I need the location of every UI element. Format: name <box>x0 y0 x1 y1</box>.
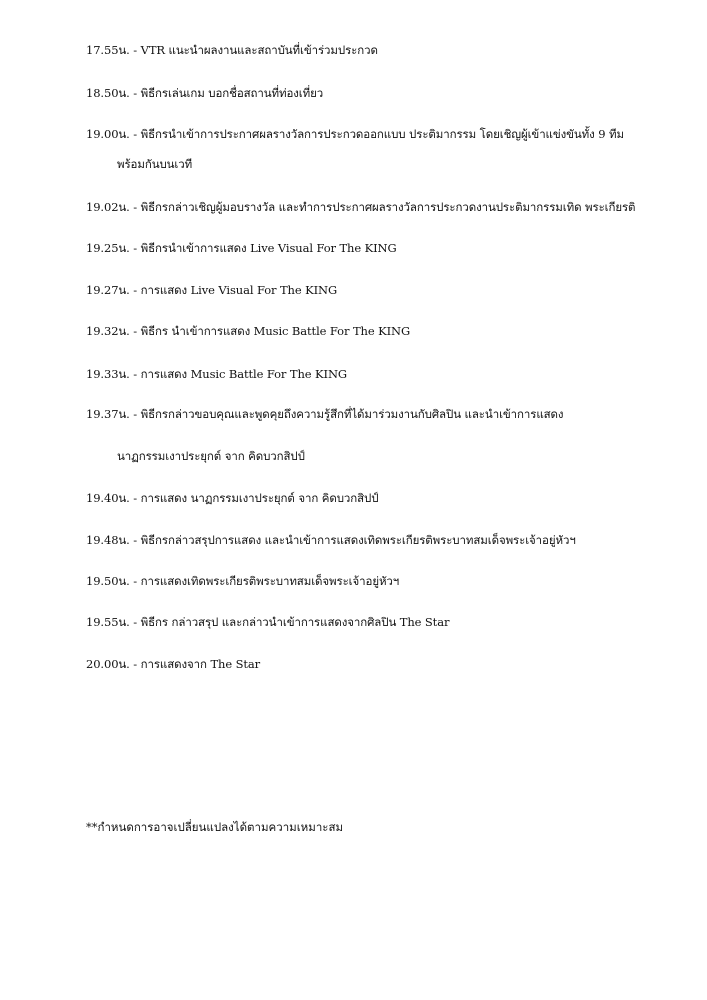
schedule-item: 19.02น. - พิธีกรกล่าวเชิญผู้มอบรางวัล และทำการประกาศผลรางวัลการประกวดงานประติมากรรมเทิด พระเกียรติ <box>86 200 636 214</box>
schedule-item: 19.27น. - การแสดง Live Visual For The KING <box>86 283 338 297</box>
schedule-item: 19.40น. - การแสดง นาฏกรรมเงาประยุกต์ จาก คิดบวกสิปป์ <box>86 491 379 505</box>
schedule-note: **กำหนดการอาจเปลี่ยนแปลงได้ตามความเหมาะสม <box>86 820 344 834</box>
schedule-item: 19.50น. - การแสดงเทิดพระเกียรติพระบาทสมเด็จพระเจ้าอยู่หัวฯ <box>86 574 400 588</box>
schedule-item: 19.37น. - พิธีกรกล่าวขอบคุณและพูดคุยถึงความรู้สึกที่ได้มาร่วมงานกับศิลปิน และนำเข้าการแสดง <box>86 407 564 421</box>
schedule-item: 18.50น. - พิธีกรเล่นเกม บอกชื่อสถานที่ท่องเที่ยว <box>86 86 324 100</box>
schedule-item: 19.00น. - พิธีกรนำเข้าการประกาศผลรางวัลการประกวดออกแบบ ประติมากรรม โดยเชิญผู้เข้าแข่งขันทั้ง 9 ทีม <box>86 127 624 141</box>
schedule-item-continuation: นาฏกรรมเงาประยุกต์ จาก คิดบวกสิปป์ <box>117 449 305 463</box>
schedule-item: 19.25น. - พิธีกรนำเข้าการแสดง Live Visual For The KING <box>86 241 397 255</box>
schedule-item: 19.33น. - การแสดง Music Battle For The KING <box>86 367 347 381</box>
schedule-item: 19.55น. - พิธีกร กล่าวสรุป และกล่าวนำเข้าการแสดงจากศิลปิน The Star <box>86 615 450 629</box>
schedule-item: 17.55น. - VTR แนะนำผลงานและสถาบันที่เข้าร่วมประกวด <box>86 43 378 57</box>
schedule-item: 19.32น. - พิธีกร นำเข้าการแสดง Music Battle For The KING <box>86 324 411 338</box>
schedule-item-continuation: พร้อมกันบนเวที <box>117 157 193 171</box>
schedule-item: 19.48น. - พิธีกรกล่าวสรุปการแสดง และนำเข้าการแสดงเทิดพระเกียรติพระบาทสมเด็จพระเจ้าอยู่หัวฯ <box>86 533 576 547</box>
schedule-item: 20.00น. - การแสดงจาก The Star <box>86 657 261 671</box>
